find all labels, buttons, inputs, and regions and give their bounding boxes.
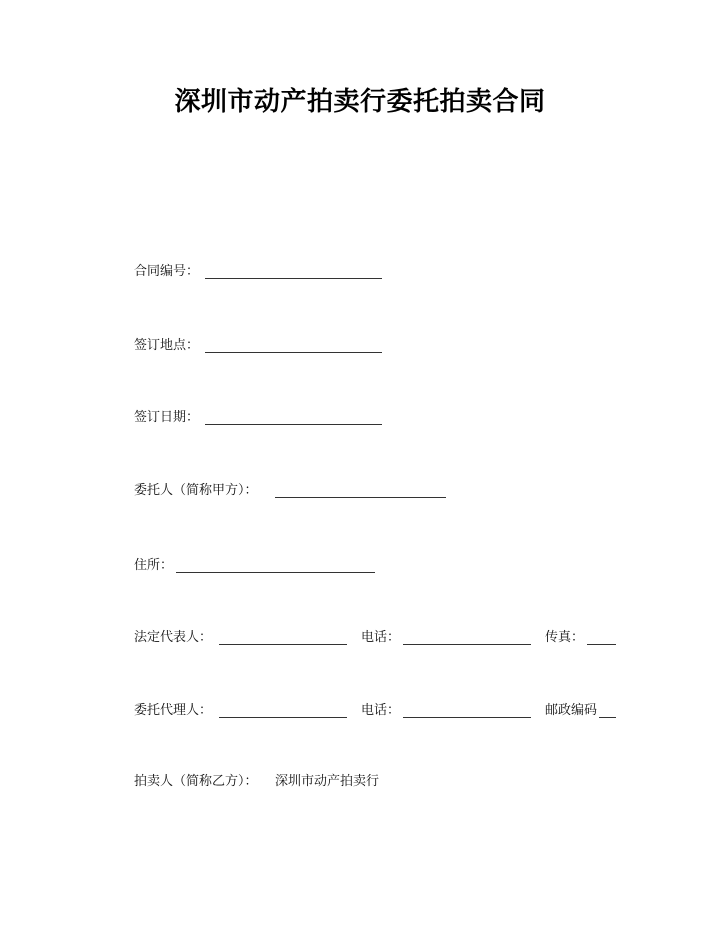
auctioneer-value: 深圳市动产拍卖行 <box>275 774 380 789</box>
contract-number-blank[interactable] <box>205 278 382 279</box>
postal-code-label: 邮政编码 <box>545 703 598 718</box>
field-agent <box>134 701 624 721</box>
legal-rep-blank[interactable] <box>219 644 347 645</box>
legal-rep-phone-blank[interactable] <box>403 644 531 645</box>
sign-place-label: 签订地点： <box>134 338 200 353</box>
fax-label: 传真： <box>545 630 585 645</box>
agent-phone-blank[interactable] <box>403 717 531 718</box>
principal-blank[interactable] <box>275 497 446 498</box>
agent-label: 委托代理人： <box>134 703 213 718</box>
sign-date-label: 签订日期： <box>134 410 200 425</box>
field-principal <box>134 481 454 501</box>
address-label: 住所： <box>134 558 174 573</box>
contract-number-label: 合同编号： <box>134 264 200 279</box>
postal-code-blank[interactable] <box>599 717 616 718</box>
field-sign-place <box>134 336 394 356</box>
field-address <box>134 556 394 576</box>
field-legal-representative <box>134 628 624 648</box>
agent-blank[interactable] <box>219 717 347 718</box>
sign-date-blank[interactable] <box>205 424 382 425</box>
auctioneer-label: 拍卖人（简称乙方）： <box>134 774 258 789</box>
legal-rep-label: 法定代表人： <box>134 630 213 645</box>
document-title: 深圳市动产拍卖行委托拍卖合同 <box>174 87 546 117</box>
sign-place-blank[interactable] <box>205 352 382 353</box>
field-auctioneer <box>134 772 434 792</box>
field-contract-number <box>134 262 394 282</box>
fax-blank[interactable] <box>587 644 616 645</box>
legal-rep-phone-label: 电话： <box>361 630 401 645</box>
address-blank[interactable] <box>176 572 375 573</box>
agent-phone-label: 电话： <box>361 703 401 718</box>
field-sign-date <box>134 408 394 428</box>
principal-label: 委托人（简称甲方）： <box>134 483 258 498</box>
